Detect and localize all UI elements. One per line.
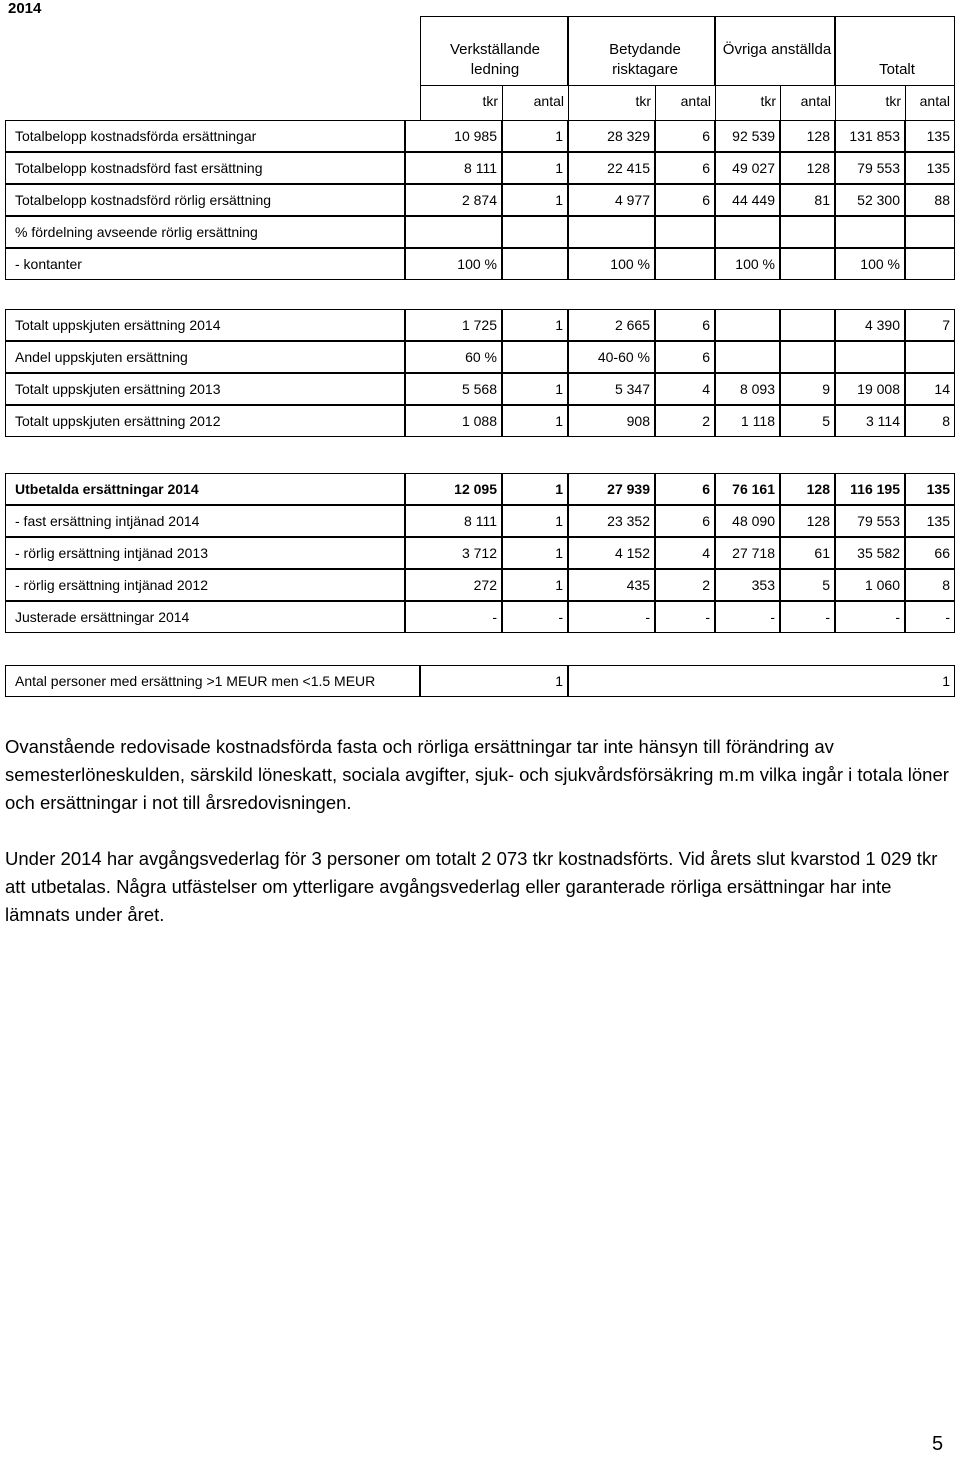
row-value xyxy=(905,248,955,280)
header-group-total: Totalt xyxy=(879,61,915,78)
row-value xyxy=(780,248,835,280)
row-value xyxy=(780,309,835,341)
row-value: 8 093 xyxy=(715,373,780,405)
row-value: 4 152 xyxy=(568,537,655,569)
row-value: 1 118 xyxy=(715,405,780,437)
row-value: 6 xyxy=(655,341,715,373)
row-value: - xyxy=(780,601,835,633)
row-value: 2 665 xyxy=(568,309,655,341)
row-value: 49 027 xyxy=(715,152,780,184)
row-value: 100 % xyxy=(715,248,780,280)
row-value: - xyxy=(715,601,780,633)
row-value xyxy=(780,341,835,373)
row-value: 1 xyxy=(502,152,568,184)
row-value: 116 195 xyxy=(835,473,905,505)
row-label: - rörlig ersättning intjänad 2012 xyxy=(5,569,405,601)
row-value: 100 % xyxy=(405,248,502,280)
row-value: 3 712 xyxy=(405,537,502,569)
row-value: - xyxy=(568,601,655,633)
row-value: 6 xyxy=(655,505,715,537)
header-group-box xyxy=(715,16,835,86)
row-value: 6 xyxy=(655,473,715,505)
row-value: 14 xyxy=(905,373,955,405)
row-value: 272 xyxy=(405,569,502,601)
row-value xyxy=(502,216,568,248)
row-value: 1 xyxy=(502,505,568,537)
row-value: 9 xyxy=(780,373,835,405)
header-sub-antal: antal xyxy=(905,86,955,120)
row-value: 1 xyxy=(502,473,568,505)
row-value: 4 xyxy=(655,537,715,569)
row-value xyxy=(780,216,835,248)
row-label: Totalbelopp kostnadsförd rörlig ersättning xyxy=(5,184,405,216)
header-group-others: Övriga anställda xyxy=(722,41,832,58)
row-value: 4 977 xyxy=(568,184,655,216)
header-sub-tkr: tkr xyxy=(835,86,905,120)
header-sub-antal: antal xyxy=(502,86,568,120)
row-label: Antal personer med ersättning >1 MEUR men <1.5 MEUR xyxy=(5,665,420,697)
row-value: 5 xyxy=(780,405,835,437)
row-value: 128 xyxy=(780,505,835,537)
row-value: 1 xyxy=(420,665,568,697)
row-value xyxy=(405,216,502,248)
row-value: 353 xyxy=(715,569,780,601)
row-value: 12 095 xyxy=(405,473,502,505)
row-value: 128 xyxy=(780,120,835,152)
header-group-box xyxy=(568,16,715,86)
row-label: % fördelning avseende rörlig ersättning xyxy=(5,216,405,248)
header-group-box xyxy=(420,16,568,86)
row-value: 44 449 xyxy=(715,184,780,216)
row-value xyxy=(655,248,715,280)
row-value: 908 xyxy=(568,405,655,437)
row-value: 131 853 xyxy=(835,120,905,152)
row-value: 10 985 xyxy=(405,120,502,152)
row-value: 2 874 xyxy=(405,184,502,216)
row-value: 60 % xyxy=(405,341,502,373)
row-label: Totalbelopp kostnadsförda ersättningar xyxy=(5,120,405,152)
row-value: 2 xyxy=(655,569,715,601)
row-value: 6 xyxy=(655,184,715,216)
row-value: 100 % xyxy=(835,248,905,280)
row-value: 79 553 xyxy=(835,152,905,184)
row-value: 8 xyxy=(905,405,955,437)
row-value: 100 % xyxy=(568,248,655,280)
row-value xyxy=(835,216,905,248)
row-value xyxy=(905,216,955,248)
row-value xyxy=(905,341,955,373)
row-label: Justerade ersättningar 2014 xyxy=(5,601,405,633)
row-value: 61 xyxy=(780,537,835,569)
row-value: 5 568 xyxy=(405,373,502,405)
header-group-box xyxy=(835,16,955,86)
paragraph-note: Ovanstående redovisade kostnadsförda fasta och rörliga ersättningar tar inte hänsyn till förändring av semesterlöneskulden, särskild löneskatt, sociala avgifter, sjuk- och sjukvårdsförsäkring m.m vilka ingår i totala löner och ersättningar i not till årsredovisningen. xyxy=(5,736,949,813)
row-value: 435 xyxy=(568,569,655,601)
row-value: 1 xyxy=(502,537,568,569)
row-value: 40-60 % xyxy=(568,341,655,373)
row-value: 52 300 xyxy=(835,184,905,216)
row-label: - kontanter xyxy=(5,248,405,280)
row-value: 1 xyxy=(502,373,568,405)
header-group-executive: Verkställande ledning xyxy=(449,41,541,78)
row-value: 2 xyxy=(655,405,715,437)
row-value: - xyxy=(405,601,502,633)
row-value: 28 329 xyxy=(568,120,655,152)
row-value: 135 xyxy=(905,505,955,537)
row-value: 128 xyxy=(780,473,835,505)
year-heading: 2014 xyxy=(8,0,42,17)
row-value: 135 xyxy=(905,152,955,184)
row-value: 92 539 xyxy=(715,120,780,152)
header-sub-tkr: tkr xyxy=(715,86,780,120)
row-label: Utbetalda ersättningar 2014 xyxy=(5,473,405,505)
row-value: 1 060 xyxy=(835,569,905,601)
header-sub-tkr: tkr xyxy=(568,86,655,120)
row-value: 88 xyxy=(905,184,955,216)
header-sub-tkr: tkr xyxy=(420,86,502,120)
row-value: 1 xyxy=(502,309,568,341)
row-value: 76 161 xyxy=(715,473,780,505)
row-label: Totalt uppskjuten ersättning 2013 xyxy=(5,373,405,405)
paragraph-severance: Under 2014 har avgångsvederlag för 3 personer om totalt 2 073 tkr kostnadsförts. Vid årets slut kvarstod 1 029 tkr att utbetalas. Några utfästelser om ytterligare avgångsvederlag eller garanterade rörliga ersättningar har inte lämnats under året. xyxy=(5,848,938,925)
row-value: 1 xyxy=(502,184,568,216)
row-value: 1 xyxy=(568,665,955,697)
row-value: - xyxy=(905,601,955,633)
row-value: - xyxy=(835,601,905,633)
row-value: 66 xyxy=(905,537,955,569)
row-value: 6 xyxy=(655,152,715,184)
row-value: 48 090 xyxy=(715,505,780,537)
row-value: 19 008 xyxy=(835,373,905,405)
row-value: 81 xyxy=(780,184,835,216)
row-value: 5 xyxy=(780,569,835,601)
compensation-table xyxy=(0,0,960,700)
row-value: - xyxy=(502,601,568,633)
header-sub-antal: antal xyxy=(655,86,715,120)
row-value xyxy=(715,341,780,373)
row-value xyxy=(568,216,655,248)
row-value: 6 xyxy=(655,120,715,152)
row-value: 4 390 xyxy=(835,309,905,341)
row-value: 1 725 xyxy=(405,309,502,341)
row-label: - rörlig ersättning intjänad 2013 xyxy=(5,537,405,569)
row-value: 22 415 xyxy=(568,152,655,184)
row-value: 5 347 xyxy=(568,373,655,405)
page-number: 5 xyxy=(932,1433,944,1455)
row-value: 8 111 xyxy=(405,152,502,184)
row-value: 35 582 xyxy=(835,537,905,569)
row-value: 1 088 xyxy=(405,405,502,437)
row-value xyxy=(502,248,568,280)
row-value xyxy=(715,309,780,341)
header-sub-antal: antal xyxy=(780,86,835,120)
row-value: - xyxy=(655,601,715,633)
row-value xyxy=(715,216,780,248)
row-value: 1 xyxy=(502,405,568,437)
row-label: Totalt uppskjuten ersättning 2012 xyxy=(5,405,405,437)
row-value: 3 114 xyxy=(835,405,905,437)
row-value: 8 111 xyxy=(405,505,502,537)
row-value: 135 xyxy=(905,473,955,505)
row-value: 135 xyxy=(905,120,955,152)
row-value: 8 xyxy=(905,569,955,601)
row-value xyxy=(835,341,905,373)
row-value: 27 939 xyxy=(568,473,655,505)
header-group-risktakers: Betydande risktagare xyxy=(609,41,681,78)
row-value: 7 xyxy=(905,309,955,341)
row-value: 4 xyxy=(655,373,715,405)
row-value: 6 xyxy=(655,309,715,341)
row-value xyxy=(655,216,715,248)
row-value xyxy=(502,341,568,373)
row-label: Totalbelopp kostnadsförd fast ersättning xyxy=(5,152,405,184)
row-value: 27 718 xyxy=(715,537,780,569)
row-value: 1 xyxy=(502,120,568,152)
row-value: 128 xyxy=(780,152,835,184)
row-label: - fast ersättning intjänad 2014 xyxy=(5,505,405,537)
row-label: Andel uppskjuten ersättning xyxy=(5,341,405,373)
row-value: 23 352 xyxy=(568,505,655,537)
row-value: 79 553 xyxy=(835,505,905,537)
row-label: Totalt uppskjuten ersättning 2014 xyxy=(5,309,405,341)
row-value: 1 xyxy=(502,569,568,601)
